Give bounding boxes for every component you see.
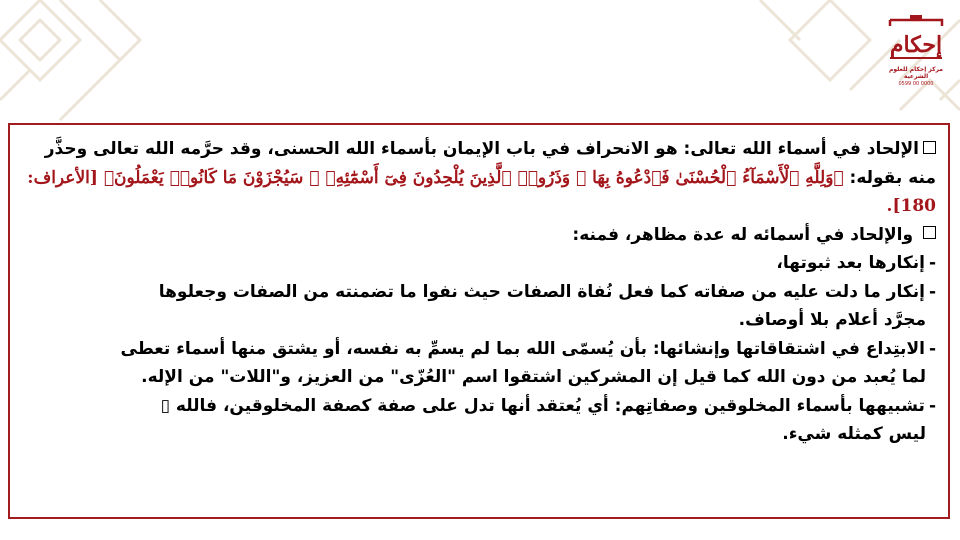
checkbox-icon (923, 226, 936, 239)
definition-paragraph (24, 135, 936, 221)
list-item-text: الابتِداع في اشتقاقاتها وإنشائها: بأن يُسمّى الله بما لم يسمِّ به نفسه، أو يشتق منها أسماء تعطى (120, 338, 925, 359)
verse-reference: [الأعراف: 180]. (27, 167, 936, 216)
list-item-text: تشبيهها بأسماء المخلوقين وصفاتِهم: أي يُعتقد أنها تدل على صفة كصفة المخلوقين، فالله ▯ (160, 395, 925, 416)
list-item-continuation: ليس كمثله شيء. (782, 424, 926, 444)
list-item-text: إنكار ما دلت عليه من صفاته كما فعل نُفاة الصفات حيث نفوا ما تضمنته من الصفات وجعلوها (158, 281, 925, 302)
definition-text: الإلحاد في أسماء الله تعالى: هو الانحراف في باب الإيمان بأسماء الله الحسنى، وقد حرَّمه الله تعالى وحذَّر منه بقوله: (44, 139, 936, 188)
list-item (24, 392, 936, 421)
list-item (24, 335, 936, 364)
list-item (24, 249, 936, 278)
logo-mark (886, 14, 946, 64)
quran-verse: ﴿وَلِلَّهِ ٱلْأَسْمَآءُ ٱلْحُسْنَىٰ فَٱدْعُوهُ بِهَا ۖ وَذَرُوا۟ ٱلَّذِينَ يُلْحِدُونَ فِىٓ أَسْمَٰٓئِهِۦ ۚ سَيُجْزَوْنَ مَا كَانُوا۟ يَعْمَلُونَ﴾ (103, 167, 844, 188)
bullet-dash: - (928, 338, 936, 359)
lesson-text (24, 135, 936, 449)
list-item-continuation: لما يُعبد من دون الله كما قيل إن المشركين اشتقوا اسم "العُزّى" من العزيز، و"اللات" من الإله. (141, 367, 926, 387)
content-frame (8, 123, 950, 519)
bullet-dash: - (928, 253, 936, 273)
bullet-dash: - (928, 395, 936, 416)
logo-name: إحكام (889, 32, 943, 58)
section-heading (24, 221, 936, 250)
bullet-dash: - (928, 281, 936, 302)
list-item-text: إنكارها بعد ثبوتها، (776, 253, 925, 273)
logo-phone: 0599 00 0000 (898, 81, 934, 87)
brand-logo (880, 14, 952, 87)
section-heading-text: والإلحاد في أسمائه له عدة مظاهر، فمنه: (572, 224, 914, 245)
logo-subtitle: مركز إحكام للعلوم الشرعية (888, 66, 944, 80)
list-item-continuation: مجرَّد أعلام بلا أوصاف. (738, 310, 926, 330)
list-item (24, 278, 936, 307)
checkbox-icon (923, 141, 936, 154)
